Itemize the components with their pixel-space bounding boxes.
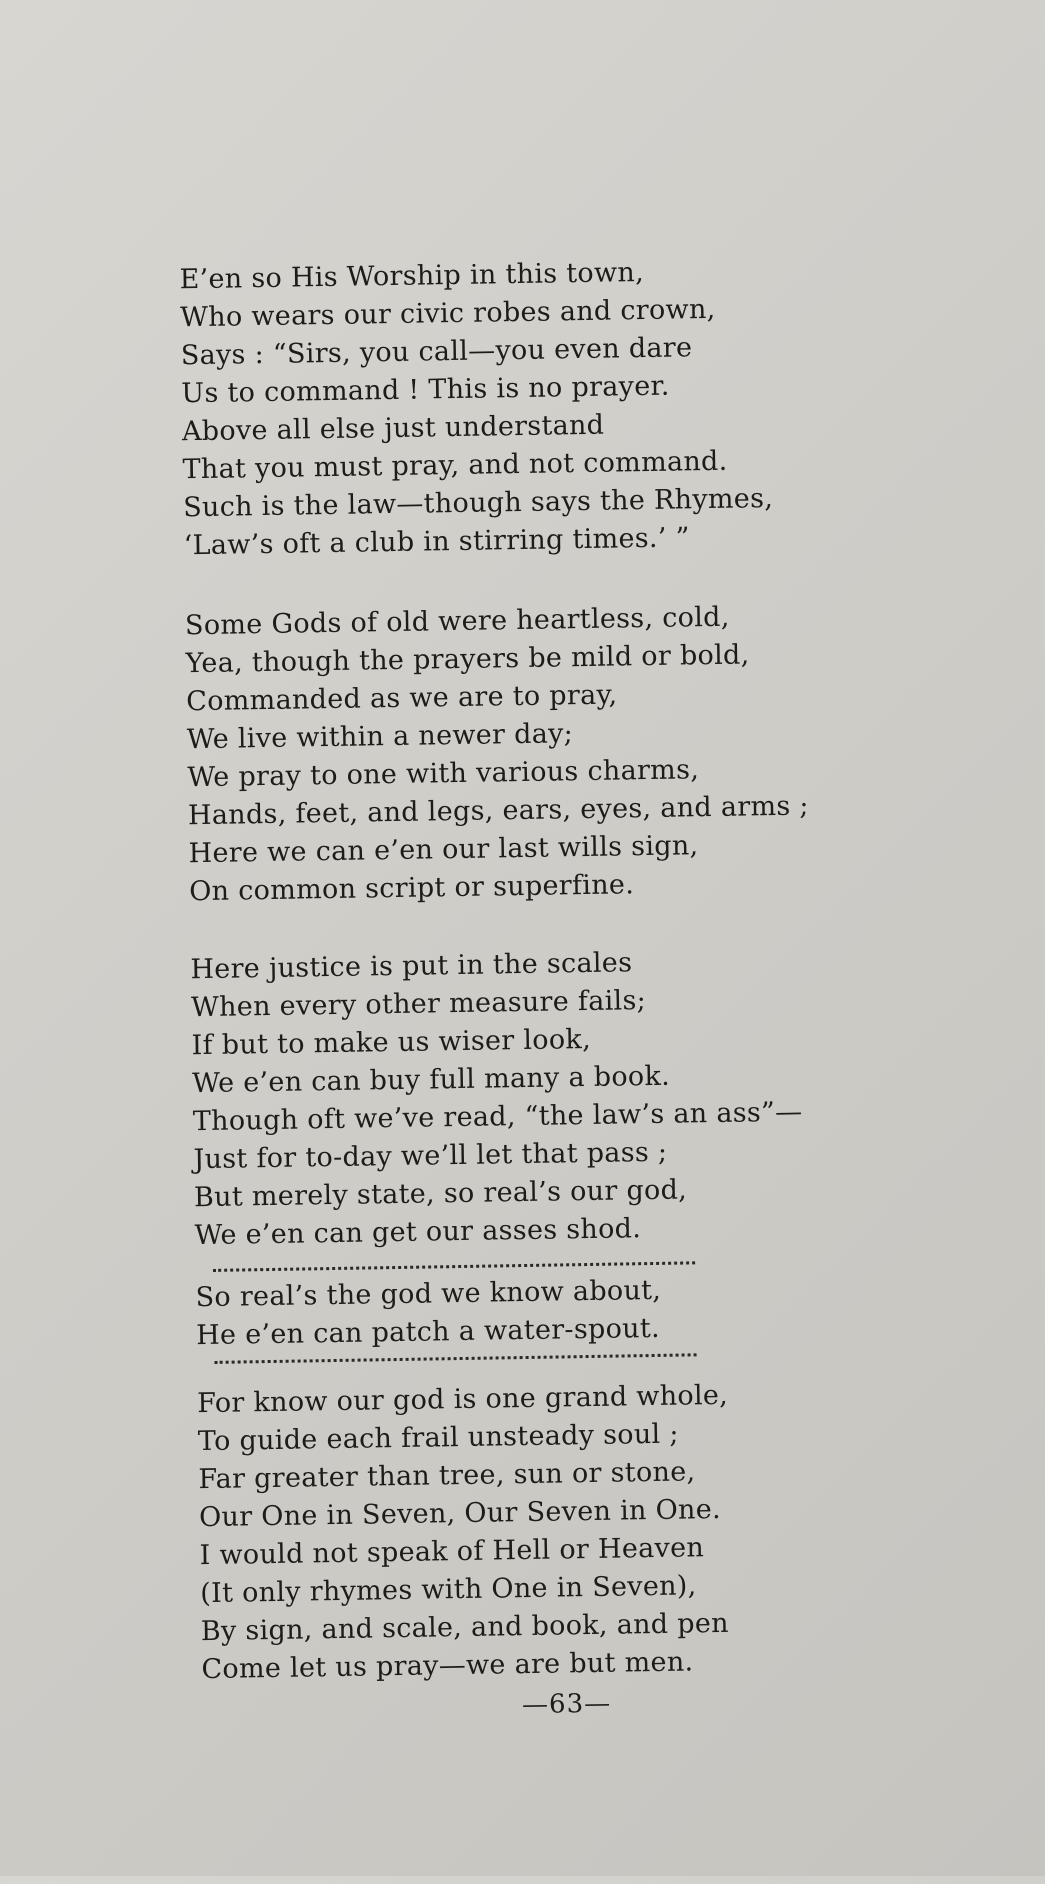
poem-line: Commanded as we are to pray,	[186, 679, 618, 718]
poem-line: But merely state, so real’s our god,	[193, 1174, 688, 1214]
stanza-3	[190, 942, 804, 1256]
poem-line: That you must pray, and not command.	[182, 445, 728, 486]
poem-line: Far greater than tree, sun or stone,	[198, 1456, 696, 1496]
poem-line: When every other measure fails;	[190, 985, 647, 1024]
poem-line: We e’en can get our asses shod.	[194, 1213, 642, 1252]
poem-line: E’en so His Worship in this town,	[179, 257, 645, 296]
poem-line: To guide each frail unsteady soul ;	[197, 1418, 679, 1458]
poem-line: On common script or superfine.	[188, 869, 635, 908]
poem-line: Who wears our civic robes and crown,	[179, 293, 716, 334]
dotted-divider-bottom	[215, 1353, 697, 1370]
poem-line: Says : “Sirs, you call—you even dare	[180, 332, 693, 372]
stanza-4	[195, 1272, 662, 1355]
stanza-1	[179, 252, 774, 565]
page-number: —63—	[521, 1688, 612, 1721]
poem-line: For know our god is one grand whole,	[197, 1379, 729, 1420]
poem-line: Just for to-day we’ll let that pass ;	[193, 1136, 668, 1176]
poem-line: Yea, though the prayers be mild or bold,	[185, 639, 750, 680]
poem-line: (It only rhymes with One in Seven),	[200, 1570, 697, 1610]
poem-line: By sign, and scale, and book, and pen	[200, 1607, 730, 1648]
poem-line: He e’en can patch a water-spout.	[195, 1312, 661, 1352]
poem-line: Some Gods of old were heartless, cold,	[184, 601, 730, 642]
poem-line: We pray to one with various charms,	[187, 754, 700, 794]
poem-line: If but to make us wiser look,	[191, 1023, 592, 1062]
stanza-5	[197, 1377, 733, 1689]
poem-line: ‘Law’s oft a club in stirring times.’ ”	[183, 522, 690, 562]
stanza-2	[185, 598, 811, 912]
poem-line: Such is the law—though says the Rhymes,	[182, 483, 774, 524]
poem-line: We live within a newer day;	[186, 718, 574, 756]
poem-line: I would not speak of Hell or Heaven	[199, 1532, 705, 1572]
poem-line: We e’en can buy full many a book.	[192, 1060, 671, 1100]
poem-line: Above all else just understand	[181, 409, 605, 448]
poem-line: Here justice is put in the scales	[190, 947, 633, 986]
poem-line: Hands, feet, and legs, ears, eyes, and arms ;	[187, 790, 810, 832]
poem-line: Though oft we’ve read, “the law’s an ass”—	[192, 1096, 803, 1138]
poem-line: So real’s the god we know about,	[195, 1274, 662, 1314]
poem-line: Come let us pray—we are but men.	[201, 1646, 694, 1686]
poem-line: Here we can e’en our last wills sign,	[188, 830, 699, 870]
poem-line: Our One in Seven, Our Seven in One.	[198, 1493, 722, 1534]
poem-line: Us to command ! This is no prayer.	[181, 370, 670, 410]
